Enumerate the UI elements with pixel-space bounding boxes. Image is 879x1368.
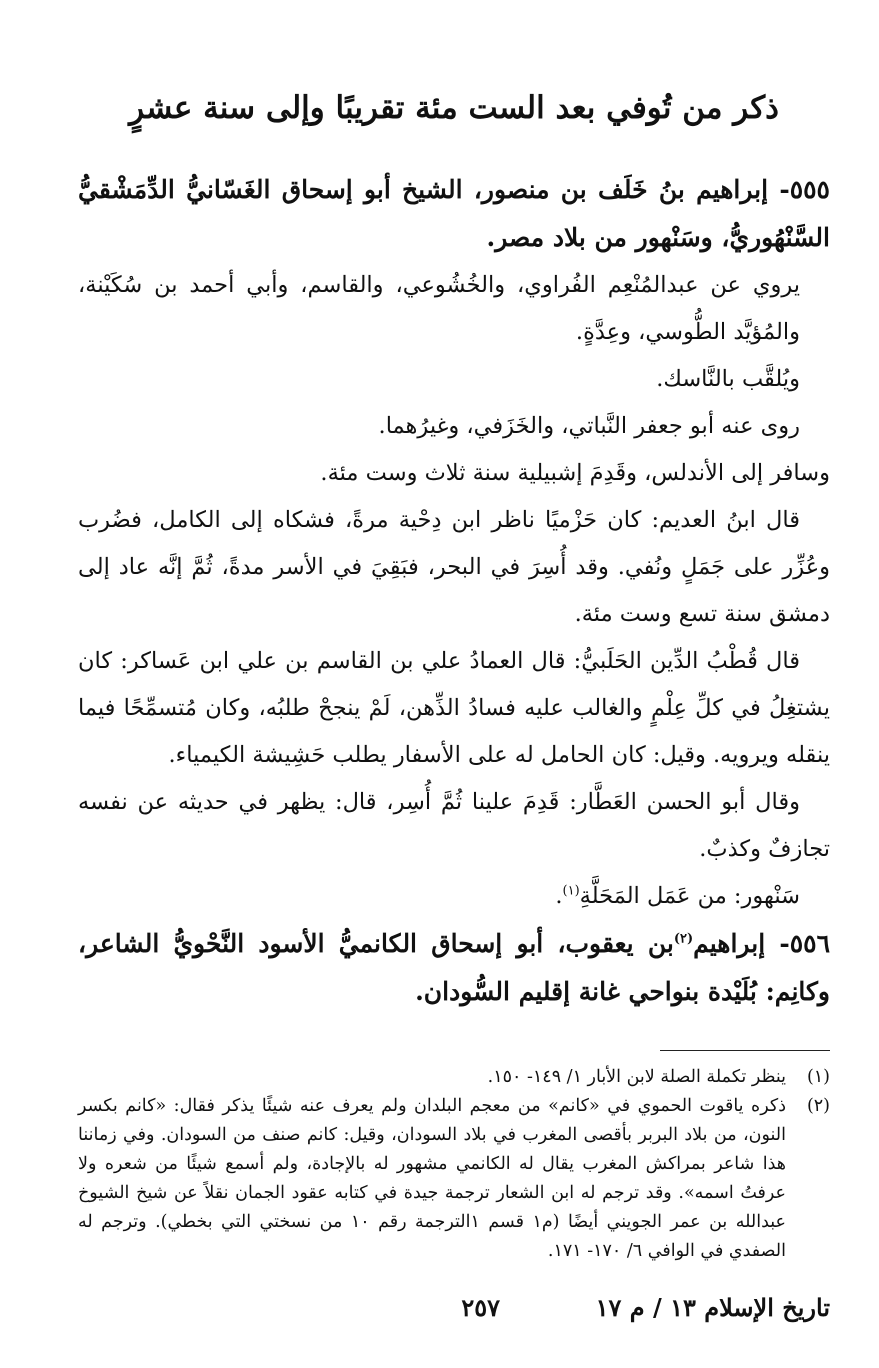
footnote-2-number: (٢) [806,1096,830,1116]
footnote-1-number: (١) [806,1067,830,1087]
footnote-ref-2[interactable]: (٢) [673,931,694,947]
document-page [78,72,830,1266]
entry-555 [78,166,830,920]
running-footer: تاريخ الإسلام ١٣ / م ١٧ [595,1293,830,1322]
entry-555-paragraph-5: قال ابنُ العديم: كان حَزْميًا ناظر ابن دِحْية مرةً، فشكاه إلى الكامل، فضُرب وعُزِّر على جَمَلٍ ونُفي. وقد أُسِرَ في البحر، فبَقِيَ في الأسر مدةً، ثُمَّ إنَّه عاد إلى دمشق سنة تسع وست مئة. [78,507,830,627]
footnote-2 [78,1092,830,1266]
footnote-1-text: ينظر تكملة الصلة لابن الأبار ١/ ١٤٩- ١٥٠. [487,1067,786,1087]
entry-555-paragraph-2: ويُلقَّب بالنَّاسك. [656,366,800,392]
entry-555-paragraph-4: وسافر إلى الأندلس، وقَدِمَ إشبيلية سنة ثلاث وست مئة. [320,460,830,486]
footnote-2-text: ذكره ياقوت الحموي في «كانم» من معجم البلدان ولم يعرف عنه شيئًا يذكر فقال: «كانم بكسر النون، من بلاد البربر بأقصى المغرب في بلاد السودان، وقيل: كانم صنف من السودان. وفي زماننا هذا شاعر بمراكش المغرب يقال له الكانمي مشهور له بالإجادة، ولم أسمع شيئًا من شعره ولا عرفتُ اسمه». وقد ترجم له ابن الشعار ترجمة جيدة في كتابه عقود الجمان نقلاً عن شيخ الشيوخ عبدالله بن عمر الجويني أيضًا (م١ قسم ١الترجمة رقم ١٠ من نسختي التي بخطي). وترجم له الصفدي في الوافي ٦/ ١٧٠- ١٧١. [78,1096,787,1261]
entry-556-heading-a: ٥٥٦- إبراهيم [693,929,831,958]
entry-555-paragraph-7: وقال أبو الحسن العَطَّار: قَدِمَ علينا ثُمَّ أُسِر، قال: يظهر في حديثه عن نفسه تجازفٌ وكذبٌ. [78,789,830,862]
footnote-1 [78,1063,830,1092]
entry-555-paragraph-8-text: سَنْهور: من عَمَل المَحَلَّةِ [579,883,800,909]
entry-556-heading-b: بن يعقوب، أبو إسحاق الكانميُّ الأسود النَّحْويُّ الشاعر، وكانِم: بُلَيْدة بنواحي غانة إقليم السُّودان. [78,929,830,1006]
period: . [555,883,563,909]
entry-555-paragraph-1: يروي عن عبدالمُنْعِم الفُراوي، والخُشُوعي، والقاسم، وأبي أحمد بن سُكَيْنة، والمُؤيَّد الطُّوسي، وعِدَّةٍ. [78,272,800,345]
entry-556 [78,920,830,1016]
footnote-divider [660,1050,830,1051]
entry-555-paragraph-6: قال قُطْبُ الدِّين الحَلَبيُّ: قال العمادُ علي بن القاسم بن علي ابن عَساكر: كان يشتغِلُ في كلِّ عِلْمٍ والغالب عليه فسادُ الذِّهن، لَمْ ينجحْ طلبُه، وكان مُتسمِّحًا فيما ينقله ويرويه. وقيل: كان الحامل له على الأسفار يطلب حَشِيشة الكيمياء. [78,648,830,768]
entry-556-heading [78,920,830,1016]
footnote-ref-1[interactable]: (١) [562,883,580,899]
entry-555-paragraph-8 [78,873,830,920]
entry-555-paragraph-3: روى عنه أبو جعفر النَّباتي، والخَزَفي، وغيرُهما. [378,413,800,439]
page-number: ٢٥٧ [461,1293,500,1322]
section-heading: ذكر من تُوفي بعد الست مئة تقريبًا وإلى سنة عشرٍ [129,90,779,126]
footnotes [78,1063,830,1266]
entry-555-heading: ٥٥٥- إبراهيم بنُ خَلَف بن منصور، الشيخ أبو إسحاق الغَسّانيُّ الدِّمَشْقيُّ السَّنْهُوريُّ، وسَنْهور من بلاد مصر. [78,175,830,252]
